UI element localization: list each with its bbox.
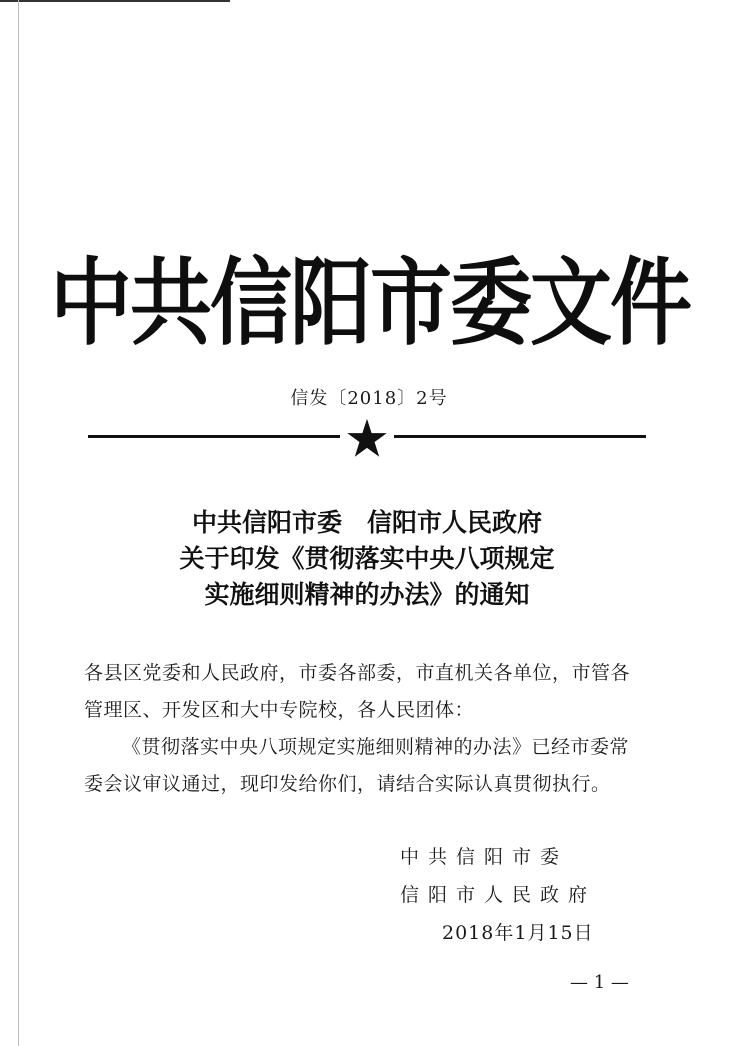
title-line-3: 实施细则精神的办法》的通知 [204, 580, 530, 609]
signatory-government: 信阳市人民政府 [400, 884, 597, 906]
issue-date: 2018年1月15日 [442, 922, 594, 944]
document-number: 信发〔2018〕2号 [290, 388, 448, 409]
signatory-party-committee: 中共信阳市委 [400, 846, 569, 868]
addressees: 各县区党委和人民政府，市委各部委，市直机关各单位，市管各管理区、开发区和大中专院校，各人民团体： [84, 662, 631, 721]
title-line-1: 中共信阳市委 信阳市人民政府 [191, 508, 542, 537]
separator-rule-left [88, 435, 340, 438]
document-masthead: 中共信阳市委文件 [50, 248, 691, 358]
title-line-2: 关于印发《贯彻落实中央八项规定 [179, 544, 555, 573]
scan-edge-top [0, 0, 230, 2]
page-number: — 1 — [570, 972, 629, 993]
body-paragraph: 《贯彻落实中央八项规定实施细则精神的办法》已经市委常委会议审议通过，现印发给你们，请结合实际认真贯彻执行。 [84, 736, 630, 795]
star-icon [346, 418, 388, 458]
separator-rule-right [394, 435, 646, 438]
document-body [84, 655, 644, 803]
signature-block [400, 838, 620, 952]
document-title [0, 505, 734, 613]
